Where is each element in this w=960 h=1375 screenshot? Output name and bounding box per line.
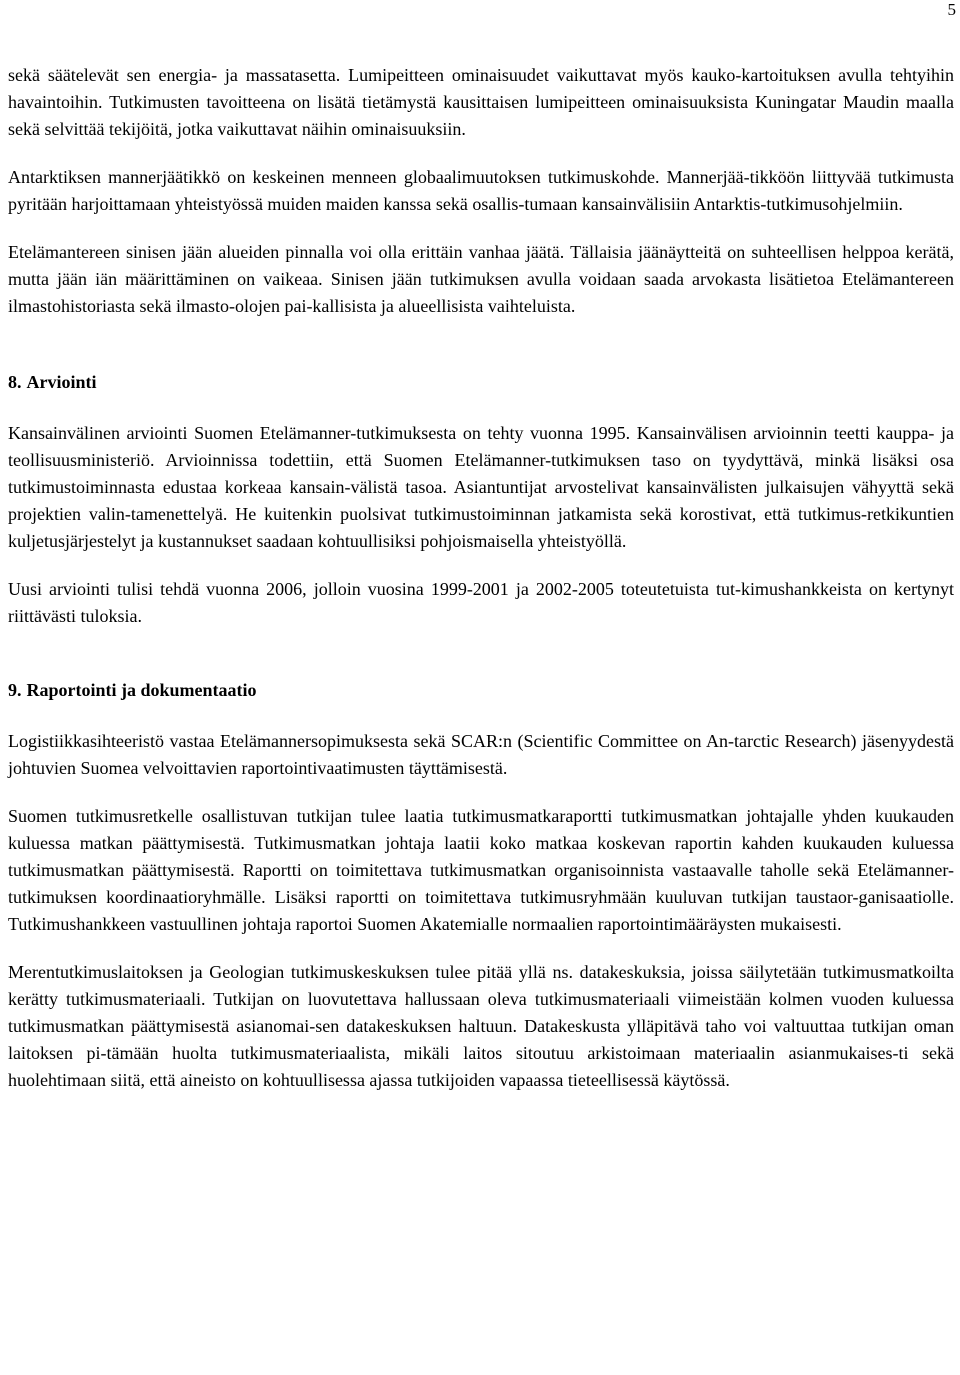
paragraph-blue-ice: Etelämantereen sinisen jään alueiden pinnalla voi olla erittäin vanhaa jäätä. Tällaisia jäänäytteitä on suhteellisen helppoa kerätä, mutta jään iän määrittäminen on vaikeaa. Sinisen jään tutkimuksen avulla voidaan saada arvokasta lisätietoa Etelämantereen ilmastohistoriasta sekä ilmasto-olojen pai-kallisista ja alueellisista vaihteluista. (8, 242, 954, 316)
paragraph-ice-sheet: Antarktiksen mannerjäätikkö on keskeinen menneen globaalimuutoksen tutkimuskohde. Mannerjää-tikköön liittyvää tutkimusta pyritään harjoittamaan yhteistyössä muiden maiden kanssa sekä osallis-tumaan kansainvälisiin Antarktis-tutkimusohjelmiin. (8, 167, 954, 214)
section-9-paragraph-1: Logistiikkasihteeristö vastaa Etelämannersopimuksesta sekä SCAR:n (Scientific Committee on An-tarctic Research) jäsenyydestä johtuvien Suomea velvoittavien raportointivaatimusten täyttämisestä. (8, 731, 954, 778)
section-9-paragraph-3: Merentutkimuslaitoksen ja Geologian tutkimuskeskuksen tulee pitää yllä ns. datakeskuksia, joissa säilytetään tutkimusmatkoilta kerätty tutkimusmateriaali. Tutkijan on luovutettava hallussaan oleva tutkimusmateriaali viimeistään kolmen vuoden kuluessa tutkimusmatkan päättymisestä asianomai-sen datakeskuksen haltuun. Datakeskusta ylläpitävä taho voi valtuuttaa tutkijan oman laitoksen pi-tämään huolta tutkimusmateriaalista, mikäli laitos sitoutuu arkistoimaan materiaalin asianmukaises-ti sekä huolehtimaan siitä, että aineisto on kohtuullisessa ajassa tutkijoiden vapaassa tieteellisessä käytössä. (8, 962, 954, 1090)
section-8-paragraph-2: Uusi arviointi tulisi tehdä vuonna 2006, jolloin vuosina 1999-2001 ja 2002-2005 toteutetuista tut-kimushankkeista on kertynyt riittävästi tuloksia. (8, 579, 954, 626)
page-number: 5 (947, 0, 956, 19)
section-9-title: Raportointi ja dokumentaatio (26, 680, 257, 700)
section-8-title: Arviointi (26, 372, 97, 392)
paragraph-snow-cover: sekä säätelevät sen energia- ja massatasetta. Lumipeitteen ominaisuudet vaikuttavat myös kauko-kartoituksen avulla tehtyihin havaintoihin. Tutkimusten tavoitteena on lisätä tietämystä kausittaisen lumipeitteen ominaisuuksista Kuningatar Maudin maalla sekä selvittää tekijöitä, jotka vaikuttavat näihin ominaisuuksiin. (8, 65, 954, 139)
document-body (8, 62, 954, 1094)
section-8-number: 8. (8, 372, 22, 392)
section-9-paragraph-2: Suomen tutkimusretkelle osallistuvan tutkijan tulee laatia tutkimusmatkaraportti tutkimusmatkan johtajalle yhden kuukauden kuluessa matkan päättymisestä. Tutkimusmatkan johtaja laatii koko matkaa koskevan raportin kahden kuukauden kuluessa tutkimusmatkan päättymisestä. Raportti on toimitettava tutkimusmatkan organisoinnista vastaavalle taholle sekä Etelämanner-tutkimuksen koordinaatioryhmälle. Lisäksi raportti on toimitettava tutkimusryhmään kuuluvan tutkijan taustaor-ganisaatiolle. Tutkimushankkeen vastuullinen johtaja raportoi Suomen Akatemialle normaalien raportointimääräysten mukaisesti. (8, 806, 954, 934)
section-9-number: 9. (8, 680, 22, 700)
section-9-heading (8, 677, 954, 704)
section-8-paragraph-1: Kansainvälinen arviointi Suomen Etelämanner-tutkimuksesta on tehty vuonna 1995. Kansainvälisen arvioinnin teetti kauppa- ja teollisuusministeriö. Arvioinnissa todettiin, että Suomen Etelämanner-tutkimuksen taso on tyydyttävä, minkä lisäksi osa tutkimustoiminnasta edustaa korkeaa kansain-välistä tasoa. Asiantuntijat arvostelivat kansainvälisten julkaisujen vähyyttä sekä projektien valin-tamenettelyä. He kuitenkin puolsivat tutkimustoiminnan jatkamista sekä korostivat, että tutkimus-retkikuntien kuljetusjärjestelyt ja kustannukset saadaan kohtuullisiksi pohjoismaisella yhteistyöllä. (8, 423, 954, 551)
section-8-heading (8, 369, 954, 396)
